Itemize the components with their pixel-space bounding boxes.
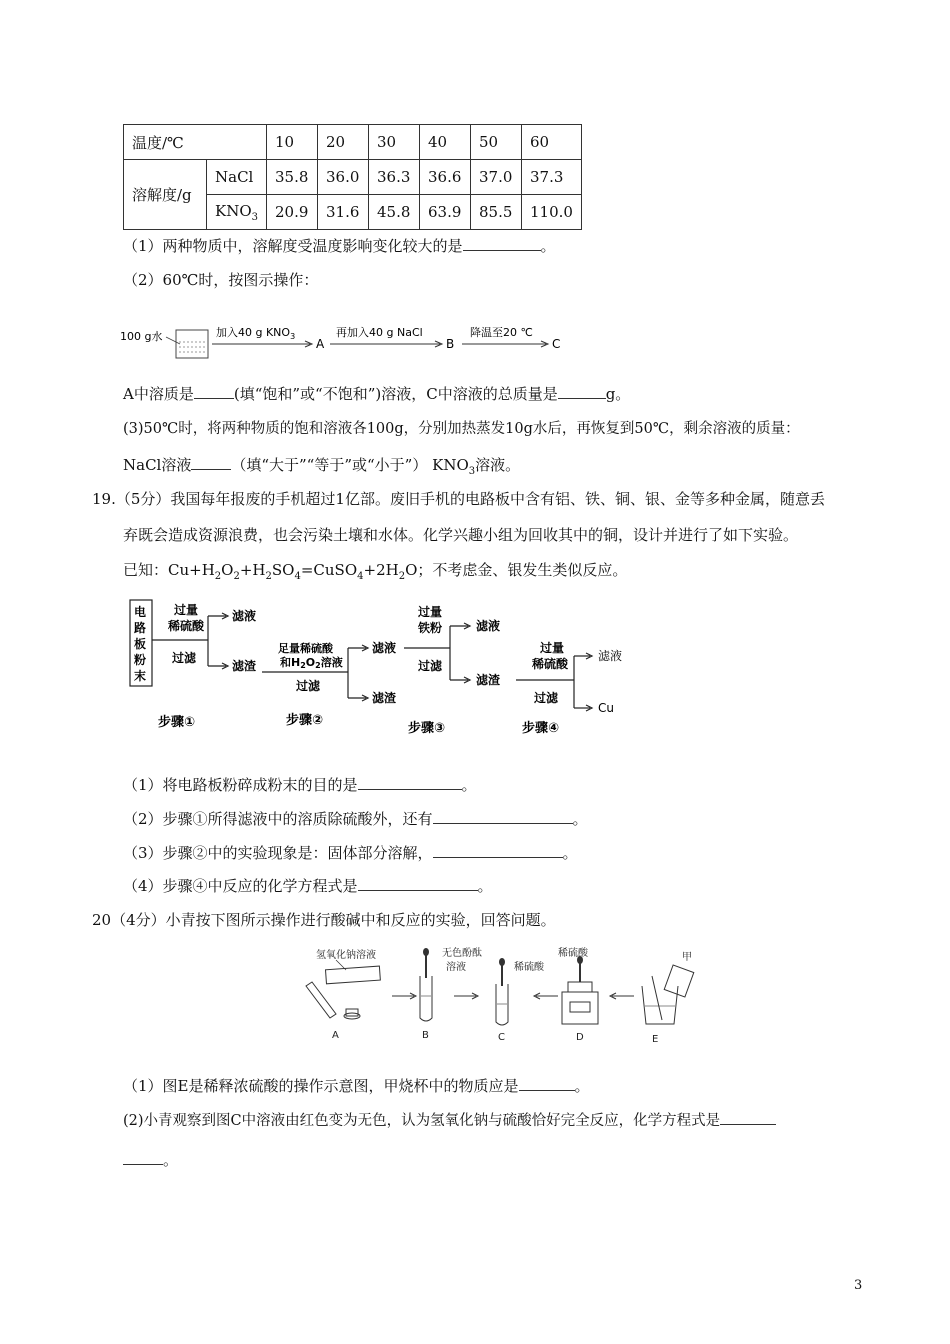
step-label: 步骤③ [408,721,446,736]
test-tube-tilted-icon [306,960,380,1019]
q20-part1: （1）图E是稀释浓硫酸的操作示意图，甲烧杯中的物质应是 。 [123,1077,590,1095]
temp-cell: 30 [369,125,420,160]
value-cell: 36.3 [369,160,420,195]
reagent-bottle-icon [562,956,598,1024]
q19-part3: （3）步骤②中的实验现象是：固体部分溶解， 。 [123,844,578,862]
fig-label-phenol: 无色酚酞 [442,948,482,959]
substance-cell: NaCl [207,160,267,195]
q19-intro-1: 19.（5分）我国每年报废的手机超过1亿部。废旧手机的电路板中含有铝、铁、铜、银、金等多种金属，随意丢 [92,490,825,508]
q18-part4: (3)50℃时，将两种物质的饱和溶液各100g，分别加热蒸发10g水后，再恢复到50℃，剩余溶液的质量： [123,421,800,437]
q19-part1: （1）将电路板粉碎成粉末的目的是 。 [123,776,477,794]
temp-cell: 60 [522,125,582,160]
q20-part2: (2)小青观察到图C中溶液由红色变为无色，认为氢氧化钠与硫酸恰好完全反应，化学方程式是 [123,1110,776,1131]
answer-blank[interactable] [358,775,462,790]
temp-cell: 40 [420,125,471,160]
step-label: 步骤① [158,715,196,730]
reagent-label: 足量稀硫酸 [278,642,333,655]
source-char: 电 [134,605,147,619]
table-row [124,125,582,160]
step-label: 步骤② [286,713,324,728]
temp-cell: 10 [267,125,318,160]
value-cell: 36.0 [318,160,369,195]
flow-a: A [316,337,325,351]
step-label: 步骤④ [522,721,560,736]
source-char: 末 [134,669,147,683]
table-row [124,160,582,195]
page-number: 3 [854,1278,863,1293]
answer-blank[interactable] [433,843,563,858]
value-cell: 110.0 [522,195,582,230]
value-cell: 85.5 [471,195,522,230]
q19-part2: （2）步骤①所得滤液中的溶质除硫酸外，还有 。 [123,810,588,828]
substance-cell: $KNO_3$ [207,195,267,230]
solubility-table [123,124,582,230]
value-cell: 20.9 [267,195,318,230]
residue-label: 滤渣 [372,691,397,705]
reagent-label: 过量 [174,603,199,617]
temp-header: 温度/℃ [124,125,267,160]
reagent-label: 铁粉 [418,621,443,635]
value-cell: 31.6 [318,195,369,230]
value-cell: 36.6 [420,160,471,195]
fig-label-a: A [332,1030,339,1041]
beaker-icon [176,330,208,358]
value-cell: 37.3 [522,160,582,195]
fig-label-acid: 稀硫酸 [558,948,588,959]
answer-blank[interactable] [558,384,606,399]
fig-label-acid: 稀硫酸 [514,962,544,973]
q20-intro: 20（4分）小青按下图所示操作进行酸碱中和反应的实验，回答问题。 [92,911,556,929]
q18-part1: （1）两种物质中，溶解度受温度影响变化较大的是 。 [123,237,556,255]
fig-label-solution: 溶液 [446,962,466,973]
flow-step3: 降温至20 ℃ [470,326,533,339]
neutralization-figure [296,946,706,1046]
q18-part2: （2）60℃时，按图示操作： [123,271,319,289]
answer-blank[interactable] [191,455,231,470]
value-cell: 63.9 [420,195,471,230]
temp-cell: 50 [471,125,522,160]
flow-step2: 再加入40 g NaCl [336,326,423,339]
flow-start: 100 g水 [120,330,163,343]
answer-blank[interactable] [123,1150,163,1165]
test-tube-acid-icon [496,958,508,1025]
solubility-label: 溶解度/g [124,160,207,230]
beaker-pour-icon [642,965,694,1024]
fig-label-b: B [422,1030,429,1041]
source-char: 板 [134,637,147,651]
answer-blank[interactable] [358,876,478,891]
answer-blank[interactable] [463,236,541,251]
value-cell: 45.8 [369,195,420,230]
filtrate-label: 滤液 [476,619,501,633]
test-tube-dropper-icon [420,948,432,1021]
flow-step1: 加入40 g $KNO_3$ [216,326,296,341]
operation-label: 过滤 [296,679,321,693]
q20-part2-cont: 。 [123,1150,178,1170]
temp-cell: 20 [318,125,369,160]
q18-part3: A中溶质是 (填“饱和”或“不饱和”)溶液，C中溶液的总质量是 g。 [123,385,631,403]
reagent-label: 和H2O2溶液 [280,656,343,670]
fig-label-d: D [576,1032,584,1043]
operation-label: 过滤 [418,659,443,673]
operation-label: 过滤 [534,691,559,705]
reagent-label: 稀硫酸 [168,619,205,633]
q19-intro-2: 弃既会造成资源浪费，也会污染土壤和水体。化学兴趣小组为回收其中的铜，设计并进行了如下实验。 [123,526,799,544]
answer-blank[interactable] [194,384,234,399]
answer-blank[interactable] [519,1076,575,1091]
fig-label-e: E [652,1034,659,1045]
reagent-label: 稀硫酸 [532,657,569,671]
answer-blank[interactable] [433,809,573,824]
filtrate-label: 滤液 [372,641,397,655]
fig-label-c: C [498,1032,505,1043]
copper-label: Cu [598,701,614,715]
reagent-label: 过量 [540,641,565,655]
source-char: 路 [134,621,147,635]
dissolution-flow-diagram [118,320,578,364]
residue-label: 滤渣 [476,673,501,687]
value-cell: 35.8 [267,160,318,195]
q19-known: 已知：$Cu+H_2O_2+H_2SO_4=CuSO_4+2H_2O$；不考虑金、银发生类似反应。 [123,561,628,582]
fig-label-jia: 甲 [682,952,692,963]
source-char: 粉 [134,653,147,667]
fig-label-naoh: 氢氧化钠溶液 [316,950,376,961]
copper-recovery-diagram [120,594,640,744]
residue-label: 滤渣 [232,659,257,673]
answer-blank[interactable] [720,1110,776,1125]
q18-part5: NaCl溶液 （填“大于”“等于”或“小于”） $KNO_3$溶液。 [123,456,521,477]
operation-label: 过滤 [172,651,197,665]
flow-b: B [446,337,455,351]
reagent-label: 过量 [418,605,443,619]
filtrate-label: 滤液 [598,649,623,663]
flow-c: C [552,337,561,351]
filtrate-label: 滤液 [232,609,257,623]
value-cell: 37.0 [471,160,522,195]
q19-part4: （4）步骤④中反应的化学方程式是 。 [123,877,493,895]
